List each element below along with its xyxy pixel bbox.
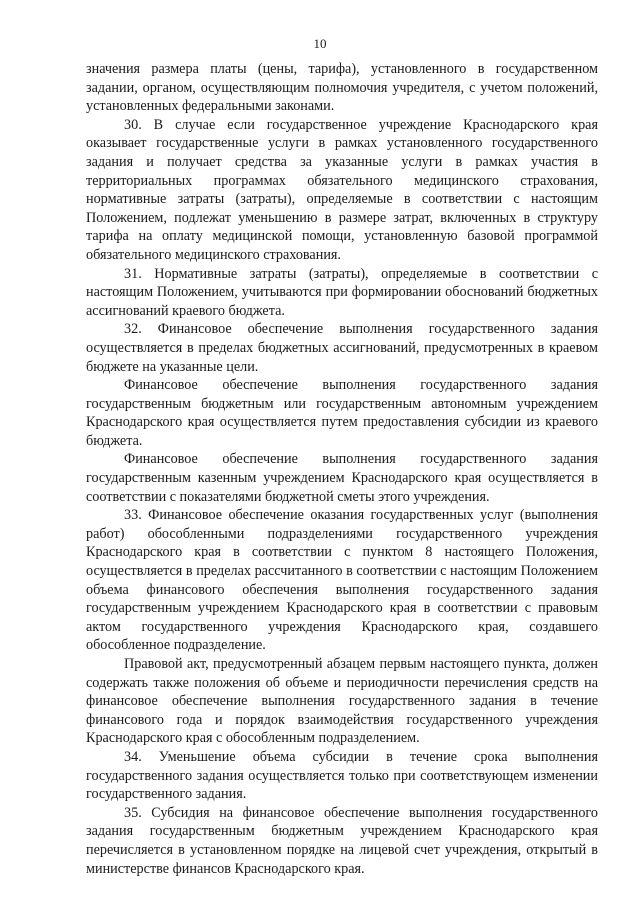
paragraph-continuation: значения размера платы (цены, тарифа), установленного в государственном задании, органом, осуществляющим полномочия учредителя, с учетом положений, установленных федеральными законами. [86, 61, 598, 115]
paragraph-32-budget-institution: Финансовое обеспечение выполнения государственного задания государственным бюджетным или государственным автономным учреждением Краснодарского края осуществляется путем предоставления субсидии из краевого бюджета. [86, 377, 598, 449]
paragraph-31: 31. Нормативные затраты (затраты), определяемые в соответствии с настоящим Положением, учитываются при формировании обоснований бюджетных ассигнований краевого бюджета. [86, 265, 598, 319]
paragraph-34: 34. Уменьшение объема субсидии в течение срока выполнения государственного задания осуществляется только при соответствующем изменении государственного задания. [86, 748, 598, 803]
paragraph-35: 35. Субсидия на финансовое обеспечение выполнения государственного задания государственным бюджетным учреждением Краснодарского края перечисляется в установленном порядке на лицевой счет учреждения, открытый в министерстве финансов Краснодарского края. [86, 804, 598, 877]
page-number: 10 [313, 36, 327, 51]
paragraph-32-state-institution: Финансовое обеспечение выполнения государственного задания государственным казенным учреждением Краснодарского края осуществляется в соответствии с показателями бюджетной сметы этого учреждения. [86, 451, 598, 505]
document-body [86, 60, 598, 878]
paragraph-33: 33. Финансовое обеспечение оказания государственных услуг (выполнения работ) обособленными подразделениями государственного учреждения Краснодарского края в соответствии с пунктом 8 настоящего Положения, осуществляется в пределах рассчитанного в соответствии с настоящим Положением объема финансового обеспечения выполнения государственного задания государственным учреждением Краснодарского края в соответствии с правовым актом государственного учреждения Краснодарского края, создавшего обособленное подразделение. [86, 507, 598, 654]
paragraph-30: 30. В случае если государственное учреждение Краснодарского края оказывает государственные услуги в рамках установленного государственного задания и получает средства за указанные услуги в рамках участия в территориальных программах обязательного медицинского страхования, нормативные затраты (затраты), определяемые в соответствии с настоящим Положением, подлежат уменьшению в размере затрат, включенных в структуру тарифа на оплату медицинской помощи, установленную базовой программой обязательного медицинского страхования. [86, 116, 598, 263]
paragraph-33-legal-act: Правовой акт, предусмотренный абзацем первым настоящего пункта, должен содержать также положения об объеме и периодичности перечисления средств на финансовое обеспечение выполнения государственного задания в течение финансового года и порядок взаимодействия государственного учреждения Краснодарского края с обособленным подразделением. [86, 656, 598, 747]
paragraph-32: 32. Финансовое обеспечение выполнения государственного задания осуществляется в пределах бюджетных ассигнований, предусмотренных в краевом бюджете на указанные цели. [86, 321, 598, 375]
